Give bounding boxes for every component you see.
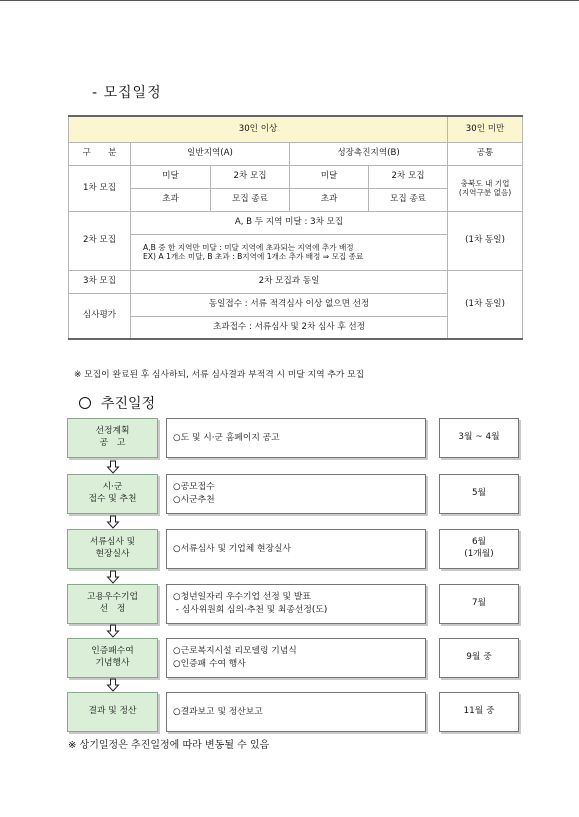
header-30-minus: 30인 미만	[448, 116, 523, 142]
down-arrow-icon	[106, 515, 120, 529]
section2-title-text: 추진일정	[101, 396, 156, 412]
description-box	[166, 638, 426, 678]
review-label: 심사평가	[69, 293, 131, 339]
description-line: ○도 및 시·군 홈페이지 공고	[173, 432, 280, 443]
description-box	[166, 418, 426, 458]
top-border-line	[0, 0, 579, 1]
description-line: ○공모접수	[173, 482, 215, 493]
table-row	[69, 116, 523, 142]
down-arrow-icon	[106, 678, 120, 692]
description-line: ○시군추천	[173, 495, 215, 505]
round3-text: 2차 모집과 동일	[131, 270, 448, 293]
down-arrow-icon	[106, 460, 120, 474]
description-line: ○근로복지시설 리모델링 기념식	[173, 646, 297, 657]
round1-common-cell: 충북도 내 기업 (지역구분 없음)	[448, 165, 523, 211]
round2-common-cell: (1차 동일)	[448, 211, 523, 270]
growth-region-label: 성장촉진지역(B)	[290, 142, 448, 165]
date-box: 9월 중	[439, 638, 519, 678]
description-box	[166, 474, 426, 514]
cell-excess-a: 초과	[131, 188, 211, 211]
flow-step	[0, 638, 579, 678]
flow-step	[0, 692, 579, 732]
stage-box: 시·군 접수 및 추천	[67, 474, 158, 514]
stage-box: 인증패수여 기념행사	[67, 638, 158, 678]
table-row	[69, 142, 523, 165]
cell-excess-b: 초과	[290, 188, 369, 211]
category-label: 구 분	[69, 142, 131, 165]
description-line: ○청년일자리 우수기업 선정 및 발표	[173, 592, 311, 603]
down-arrow-icon	[106, 624, 120, 638]
review-common-cell: (1차 동일)	[448, 270, 523, 339]
round1-label: 1차 모집	[69, 165, 131, 211]
section-title-recruit-schedule: - 모집일정	[92, 85, 162, 101]
cell-shortfall-a: 미달	[131, 165, 211, 188]
round2-line2: A,B 중 한 지역만 미달 : 미달 지역에 초과되는 지역에 추가 배정	[143, 242, 354, 252]
stage-box: 선정계획 공 고	[67, 418, 158, 458]
round3-label: 3차 모집	[69, 270, 131, 293]
description-line: ○인증패 수여 행사	[173, 659, 246, 669]
recruit-note: ※ 모집이 완료된 후 심사하되, 서류 심사결과 부적격 시 미달 지역 추가 모집	[74, 370, 365, 380]
round2-line1: A, B 두 지역 미달 : 3차 모집	[131, 211, 448, 234]
round2-detail	[131, 234, 448, 270]
date-box: 3월 ~ 4월	[439, 418, 519, 458]
flow-step	[0, 529, 579, 569]
description-box	[166, 692, 426, 732]
cell-second-round-a: 2차 모집	[211, 165, 290, 188]
stage-box: 고용우수기업 선 정	[67, 584, 158, 624]
general-region-label: 일반지역(A)	[131, 142, 290, 165]
stage-box: 서류심사 및 현장실사	[67, 529, 158, 569]
round2-label: 2차 모집	[69, 211, 131, 270]
table-row	[69, 165, 523, 188]
description-line: ○서류심사 및 기업체 현장실사	[173, 543, 292, 554]
description-box	[166, 584, 426, 624]
cell-recruit-end-a: 모집 종료	[211, 188, 290, 211]
cell-recruit-end-b: 모집 종료	[369, 188, 448, 211]
flow-step	[0, 474, 579, 514]
review-line1: 동일접수 : 서류 적격심사 이상 없으면 선정	[131, 293, 448, 316]
recruit-schedule-table	[68, 115, 523, 340]
date-box: 7월	[439, 584, 519, 624]
description-box	[166, 529, 426, 569]
cell-second-round-b: 2차 모집	[369, 165, 448, 188]
stage-box: 결과 및 정산	[67, 692, 158, 732]
flow-step	[0, 418, 579, 458]
flow-step	[0, 584, 579, 624]
date-box: 5월	[439, 474, 519, 514]
description-line: - 심사위원회 심의·추천 및 최종선정(도)	[173, 605, 328, 615]
header-30-plus: 30인 이상	[69, 116, 448, 142]
common-label: 공통	[448, 142, 523, 165]
schedule-note: ※ 상기일정은 추진일정에 따라 변동될 수 있음	[68, 740, 270, 751]
review-line2: 초과접수 : 서류심사 및 2차 심사 후 선정	[131, 316, 448, 339]
round2-line3: EX) A 1개소 미달, B 초과 : B지역에 1개소 추가 배정 ⇒ 모집 종료	[143, 252, 364, 261]
circle-bullet-icon	[79, 397, 91, 409]
cell-shortfall-b: 미달	[290, 165, 369, 188]
date-box: 6월 (1개월)	[439, 529, 519, 569]
section-title-progress-schedule	[79, 393, 155, 413]
table-row	[69, 270, 523, 293]
date-box: 11월 중	[439, 692, 519, 732]
description-line: ○결과보고 및 정산보고	[173, 706, 263, 717]
down-arrow-icon	[106, 570, 120, 584]
table-row	[69, 211, 523, 234]
